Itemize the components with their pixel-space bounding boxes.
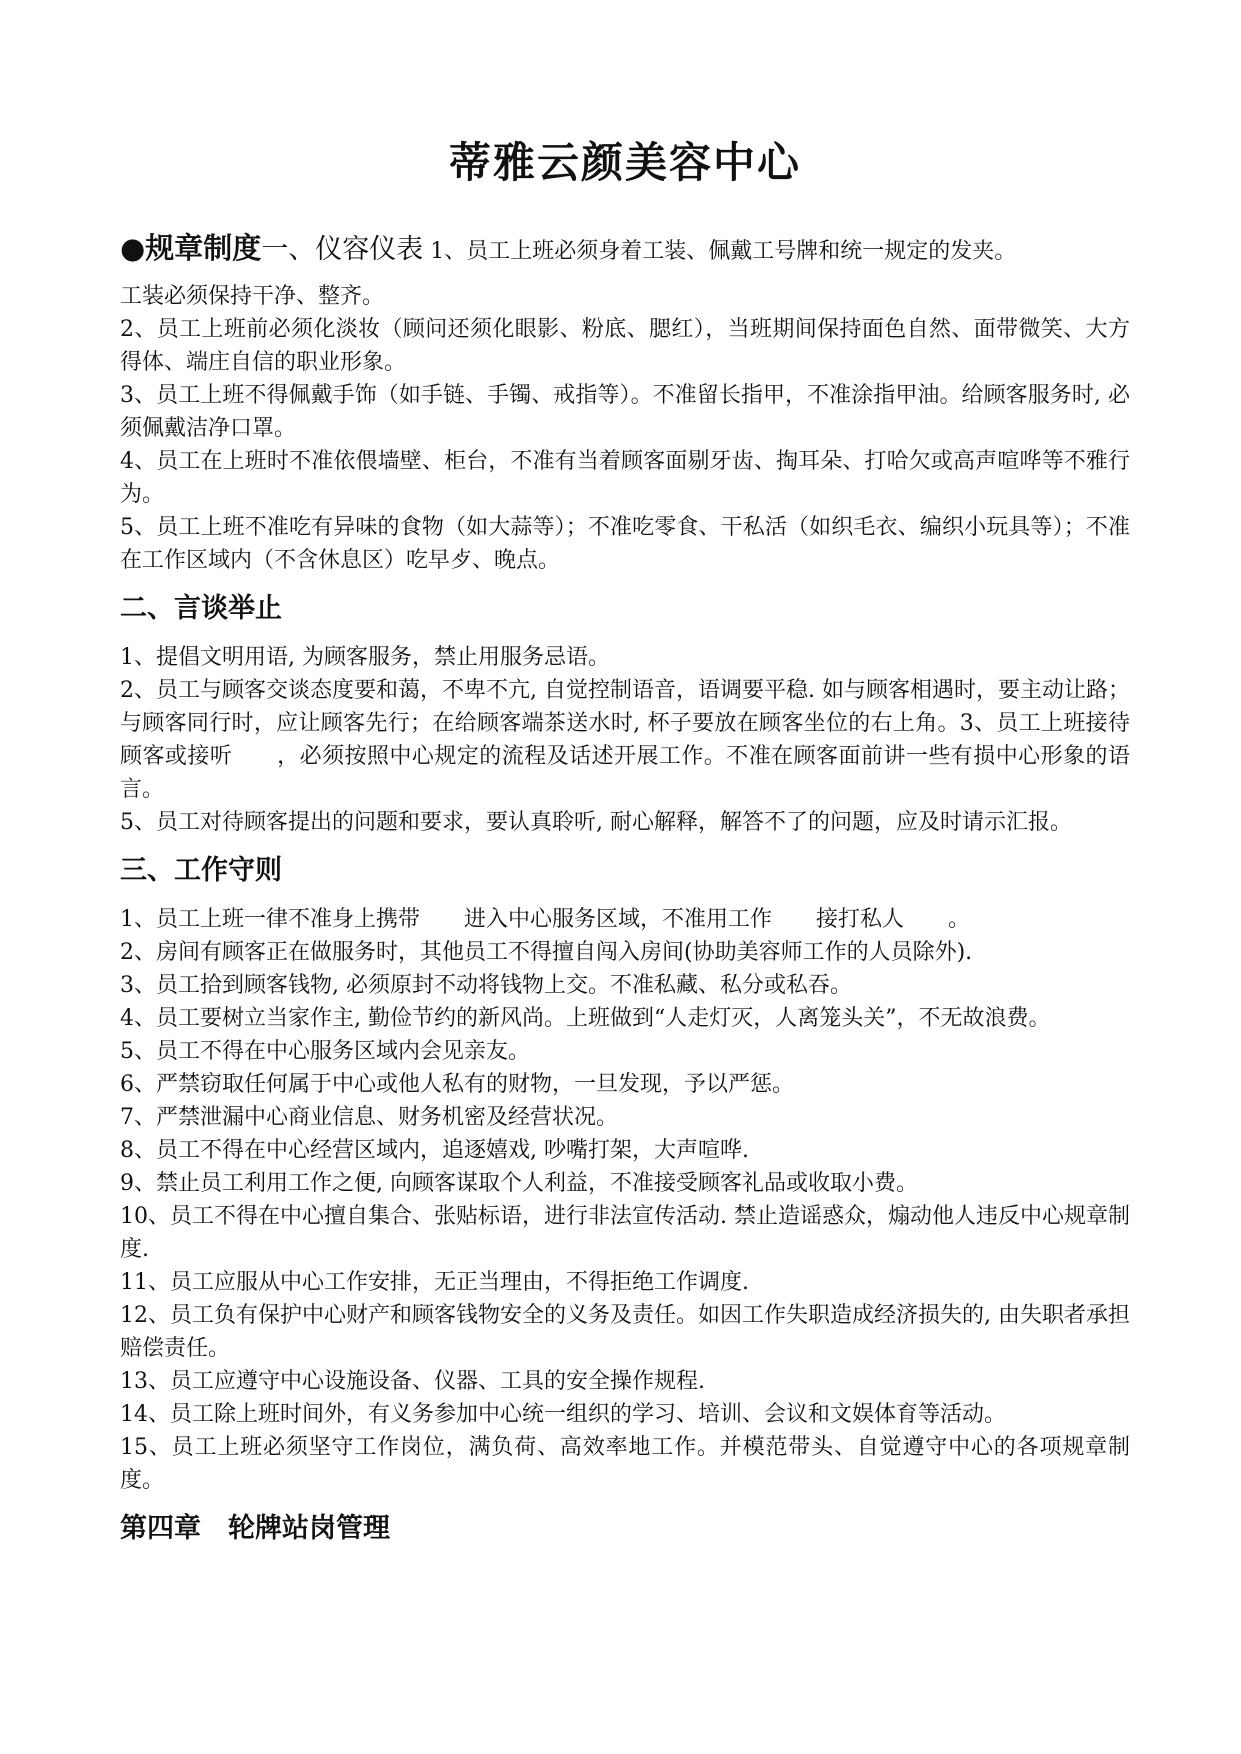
regulations-bullet-heading: ●规章制度 [120,231,262,265]
section3-paragraph: 9、禁止员工利用工作之便, 向顾客谋取个人利益，不准接受顾客礼品或收取小费。 [120,1171,918,1196]
section2-heading: 二、言谈举止 [120,593,282,624]
section3-paragraph: 12、员工负有保护中心财产和顾客钱物安全的义务及责任。如因工作失职造成经济损失的, 由失职者承担赔偿责任。 [120,1303,1130,1361]
section3-paragraph: 10、员工不得在中心擅自集合、张贴标语，进行非法宣传活动. 禁止造谣惑众，煽动他人违反中心规章制度. [120,1204,1130,1262]
chapter4-heading: 第四章 轮牌站岗管理 [120,1513,390,1544]
section2-paragraph: 5、员工对待顾客提出的问题和要求，要认真聆听, 耐心解释，解答不了的问题，应及时请示汇报。 [120,810,1072,835]
section3-paragraph: 2、房间有顾客正在做服务时，其他员工不得擅自闯入房间(协助美容师工作的人员除外). [120,940,973,965]
section3-body [120,903,1130,1497]
section3-paragraph: 3、员工拾到顾客钱物, 必须原封不动将钱物上交。不准私藏、私分或私吞。 [120,973,852,998]
section1-paragraph: 3、员工上班不得佩戴手饰（如手链、手镯、戒指等）。不准留长指甲，不准涂指甲油。给顾客服务时, 必须佩戴洁净口罩。 [120,383,1130,441]
intro-line [120,230,1130,270]
section2-body [120,641,1130,839]
section3-paragraph: 14、员工除上班时间外，有义务参加中心统一组织的学习、培训、会议和文娱体育等活动。 [120,1402,1006,1427]
section2-paragraph: 2、员工与顾客交谈态度要和蔼，不卑不亢, 自觉控制语音，语调要平稳. 如与顾客相遇时，要主动让路；与顾客同行时，应让顾客先行；在给顾客端茶送水时, 杯子要放在顾客坐位的右上角。3、员工上班接待顾客或接听 ，必须按照中心规定的流程及话述开展工作。不准在顾客面前讲一些有损中心形象的语言。 [120,678,1130,802]
section1-paragraph: 4、员工在上班时不准依偎墙壁、柜台，不准有当着顾客面剔牙齿、掏耳朵、打哈欠或高声喧哗等不雅行为。 [120,449,1130,507]
section3-paragraph: 13、员工应遵守中心设施设备、仪器、工具的安全操作规程. [120,1369,705,1394]
section1-paragraph: 5、员工上班不准吃有异味的食物（如大蒜等）；不准吃零食、干私活（如织毛衣、编织小玩具等）；不准在工作区域内（不含休息区）吃早歺、晚点。 [120,515,1130,573]
section1-heading: 一、仪容仪表 [261,234,424,265]
section3-paragraph: 8、员工不得在中心经营区域内，追逐嬉戏, 吵嘴打架，大声喧哗. [120,1138,749,1163]
section3-paragraph: 6、严禁窃取任何属于中心或他人私有的财物，一旦发现，予以严惩。 [120,1072,794,1097]
section2-paragraph: 1、提倡文明用语, 为顾客服务，禁止用服务忌语。 [120,645,610,670]
section1-paragraph: 工装必须保持干净、整齐。 [120,284,385,309]
section3-paragraph: 11、员工应服从中心工作安排，无正当理由，不得拒绝工作调度. [120,1270,749,1295]
section3-paragraph: 1、员工上班一律不准身上携带 进入中心服务区域，不准用工作 接打私人 。 [120,907,970,932]
section3-paragraph: 4、员工要树立当家作主, 勤俭节约的新风尚。上班做到“人走灯灭，人离笼头关”，不无故浪费。 [120,1006,1051,1031]
section1-paragraph: 2、员工上班前必须化淡妆（顾问还须化眼影、粉底、腮红），当班期间保持面色自然、面带微笑、大方得体、端庄自信的职业形象。 [120,317,1130,375]
section1-body [120,280,1130,577]
section3-paragraph: 5、员工不得在中心服务区域内会见亲友。 [120,1039,530,1064]
document-title: 蒂雅云颜美容中心 [448,138,801,187]
section3-heading: 三、工作守则 [120,855,282,886]
section3-paragraph: 15、员工上班必须坚守工作岗位，满负荷、高效率地工作。并模范带头、自觉遵守中心的各项规章制度。 [120,1435,1130,1493]
document-page [120,130,1130,1561]
section3-paragraph: 7、严禁泄漏中心商业信息、财务机密及经营状况。 [120,1105,618,1130]
intro-text: 1、员工上班必须身着工装、佩戴工号牌和统一规定的发夹。 [423,239,1017,264]
